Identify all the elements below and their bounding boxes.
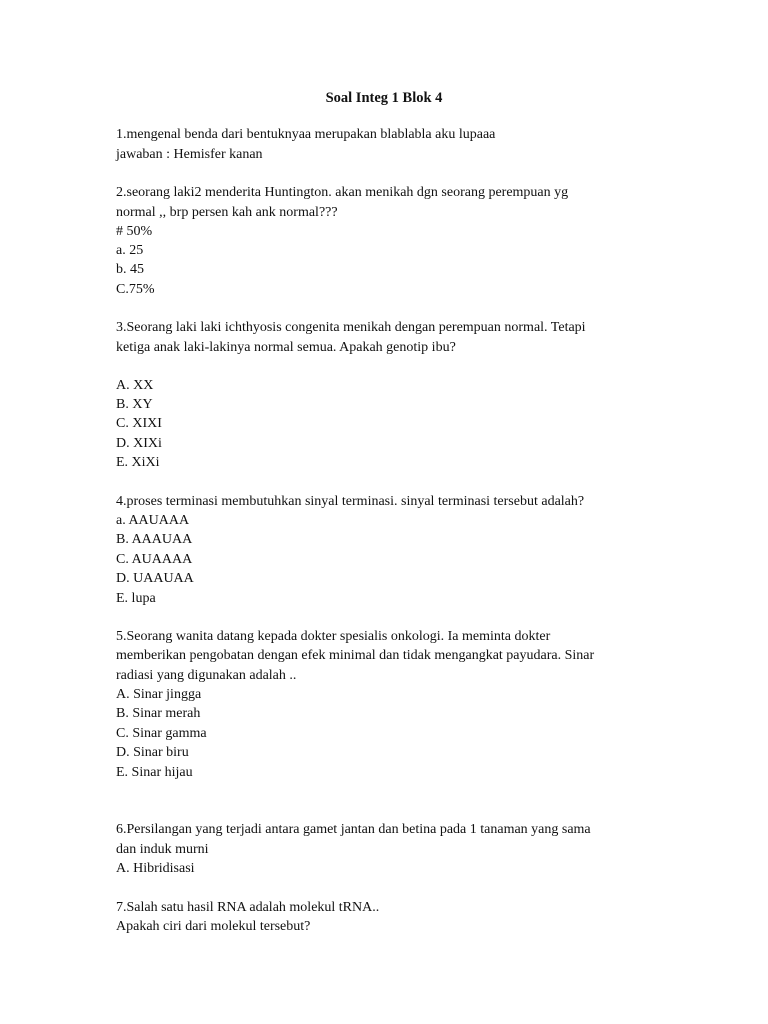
question-6-text: 6.Persilangan yang terjadi antara gamet jantan dan betina pada 1 tanaman yang sama — [116, 822, 591, 837]
question-2-text: 2.seorang laki2 menderita Huntington. akan menikah dgn seorang perempuan yg — [116, 185, 569, 200]
question-1-answer: jawaban : Hemisfer kanan — [116, 147, 263, 162]
question-3-option-e: E. XiXi — [116, 455, 160, 470]
question-2-answer: # 50% — [116, 224, 153, 239]
question-6-option-a: A. Hibridisasi — [116, 861, 195, 876]
question-3-text-cont: ketiga anak laki-lakinya normal semua. Apakah genotip ibu? — [116, 340, 456, 355]
question-4-option-a: a. AAUAAA — [116, 513, 190, 528]
question-5-text-cont-1: memberikan pengobatan dengan efek minimal dan tidak mengangkat payudara. Sinar — [116, 648, 595, 663]
question-4-option-c: C. AUAAAA — [116, 552, 193, 567]
question-4-option-d: D. UAAUAA — [116, 571, 194, 586]
question-1-text: 1.mengenal benda dari bentuknyaa merupakan blablabla aku lupaaa — [116, 127, 496, 142]
page-title: Soal Integ 1 Blok 4 — [325, 90, 443, 106]
question-5-option-b: B. Sinar merah — [116, 706, 201, 721]
question-3-option-d: D. XIXi — [116, 436, 162, 451]
question-5-option-e: E. Sinar hijau — [116, 765, 193, 780]
question-2-option-b: b. 45 — [116, 262, 144, 277]
question-7-text-cont: Apakah ciri dari molekul tersebut? — [116, 919, 311, 934]
question-6-text-cont: dan induk murni — [116, 842, 209, 857]
question-3-option-a: A. XX — [116, 378, 154, 393]
question-2-text-cont: normal ,, brp persen kah ank normal??? — [116, 205, 338, 220]
question-5-option-d: D. Sinar biru — [116, 745, 189, 760]
question-5-option-a: A. Sinar jingga — [116, 687, 202, 702]
question-4-text: 4.proses terminasi membutuhkan sinyal terminasi. sinyal terminasi tersebut adalah? — [116, 494, 585, 509]
question-4-option-e: E. lupa — [116, 591, 156, 606]
question-3-option-c: C. XIXI — [116, 416, 162, 431]
question-7-text: 7.Salah satu hasil RNA adalah molekul tRNA.. — [116, 900, 380, 915]
question-2-option-a: a. 25 — [116, 243, 144, 258]
question-3-option-b: B. XY — [116, 397, 153, 412]
question-3-text: 3.Seorang laki laki ichthyosis congenita menikah dengan perempuan normal. Tetapi — [116, 320, 586, 335]
question-4-option-b: B. AAAUAA — [116, 532, 193, 547]
question-5-text-cont-2: radiasi yang digunakan adalah .. — [116, 668, 297, 683]
question-2-option-c: C.75% — [116, 282, 155, 297]
question-5-option-c: C. Sinar gamma — [116, 726, 207, 741]
question-5-text: 5.Seorang wanita datang kepada dokter spesialis onkologi. Ia meminta dokter — [116, 629, 551, 644]
